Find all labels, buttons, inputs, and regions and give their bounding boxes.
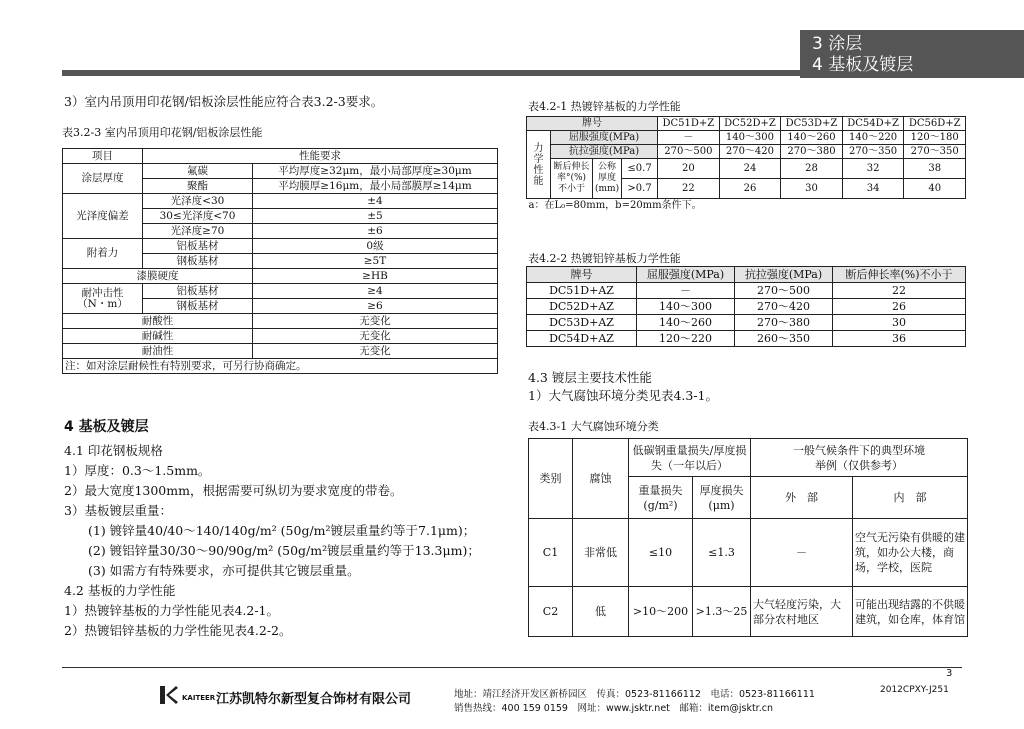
cell: 28 <box>781 159 843 179</box>
cell: 附着力 <box>63 239 143 269</box>
cell: 270～380 <box>781 145 843 159</box>
cell: ≥6 <box>253 299 498 314</box>
address-line: 地址：靖江经济开发区新桥园区 传真：0523-81166112 电话：0523-81166111 <box>454 689 815 700</box>
header-line-1: 3 涂层 <box>812 34 863 54</box>
cell: DC53D+Z <box>781 117 843 131</box>
cell: 厚度损失(μm) <box>693 477 751 519</box>
list-item: 2）最大宽度1300mm，根据需要可纵切为要求宽度的带卷。 <box>64 483 403 498</box>
cell: 钢板基材 <box>143 254 253 269</box>
cell: C1 <box>529 519 573 587</box>
table-421 <box>526 116 966 212</box>
cell: 抗拉强度(MPa) <box>551 145 658 159</box>
cell: DC53D+AZ <box>527 315 637 331</box>
cell: 低碳钢重量损失/厚度损失（一年以后） <box>629 439 751 477</box>
cell: DC52D+Z <box>719 117 781 131</box>
cell: >10～200 <box>629 587 693 637</box>
logo-text: KAITEER <box>182 694 216 702</box>
cell: DC52D+AZ <box>527 299 637 315</box>
cell: 非常低 <box>573 519 629 587</box>
cell: 120～180 <box>904 131 966 145</box>
list-item: (2) 镀铝锌量30/30～90/90g/m² (50g/m²镀层重量约等于13.3μm)； <box>88 543 480 558</box>
cell: 120～220 <box>637 331 735 347</box>
cell: 34 <box>842 179 904 199</box>
cell: 腐蚀 <box>573 439 629 519</box>
cell: 抗拉强度(MPa) <box>735 267 833 283</box>
subsection-42: 4.2 基板的力学性能 <box>64 583 176 598</box>
cell: DC56D+Z <box>904 117 966 131</box>
header-line-2: 4 基板及镀层 <box>812 55 914 75</box>
cell: 钢板基材 <box>143 299 253 314</box>
section-header <box>800 30 1024 78</box>
cell: 无变化 <box>253 329 498 344</box>
table-note: a：在L₀=80mm，b=20mm条件下。 <box>528 199 702 211</box>
cell: 牌号 <box>527 117 658 131</box>
cell: >0.7 <box>622 179 658 199</box>
cell: 24 <box>719 159 781 179</box>
cell: 屈服强度(MPa) <box>637 267 735 283</box>
cell: 牌号 <box>527 267 637 283</box>
cell: DC51D+AZ <box>527 283 637 299</box>
table-422-caption: 表4.2-2 热镀铝锌基板力学性能 <box>528 252 681 265</box>
contact-line: 销售热线：400 159 0159 网址：www.jsktr.net 邮箱：item@jsktr.cn <box>454 703 773 714</box>
table-422 <box>526 266 966 347</box>
cell: 无变化 <box>253 344 498 359</box>
cell: 光泽度<30 <box>143 194 253 209</box>
section-4-title: 4 基板及镀层 <box>64 419 149 435</box>
cell <box>63 284 143 314</box>
cell: 光泽度≥70 <box>143 224 253 239</box>
cell: 可能出现结露的不供暖建筑，如仓库，体育馆 <box>853 587 968 637</box>
cell: 断后伸长率°(%)不小于 <box>551 159 593 199</box>
cell: 22 <box>833 283 966 299</box>
cell: ±6 <box>253 224 498 239</box>
cell: 聚酯 <box>143 179 253 194</box>
cell: 耐油性 <box>63 344 253 359</box>
cell: 270～500 <box>735 283 833 299</box>
cell: 270～350 <box>904 145 966 159</box>
list-item: 1）厚度：0.3～1.5mm。 <box>64 463 211 478</box>
page-number: 3 <box>946 668 953 679</box>
subsection-43: 4.3 镀层主要技术性能 <box>528 370 652 385</box>
table-323 <box>62 148 498 374</box>
cell: 重量损失(g/m²) <box>629 477 693 519</box>
cell: ≥5T <box>253 254 498 269</box>
cell: DC54D+Z <box>842 117 904 131</box>
cell: 大气轻度污染，大部分农村地区 <box>751 587 853 637</box>
cell: 屈服强度(MPa) <box>551 131 658 145</box>
cell: 平均膜厚≥16μm，最小局部膜厚≥14μm <box>253 179 498 194</box>
table-note: 注：如对涂层耐候性有特别要求，可另行协商确定。 <box>63 359 498 374</box>
cell: 32 <box>842 159 904 179</box>
cell: 低 <box>573 587 629 637</box>
cell: 空气无污染有供暖的建筑，如办公大楼，商场，学校，医院 <box>853 519 968 587</box>
impact-unit: （N・m） <box>77 297 128 310</box>
table-323-caption: 表3.2-3 室内吊顶用印花钢/铝板涂层性能 <box>62 126 263 139</box>
cell: 270～380 <box>735 315 833 331</box>
cell: 涂层厚度 <box>63 164 143 194</box>
cell: 40 <box>904 179 966 199</box>
cell: ≤0.7 <box>622 159 658 179</box>
cell: 无变化 <box>253 314 498 329</box>
header-rule <box>62 70 800 76</box>
company-name: 江苏凯特尔新型复合饰材有限公司 <box>216 692 412 707</box>
cell: － <box>751 519 853 587</box>
subsection-41: 4.1 印花钢板规格 <box>64 443 163 458</box>
cell: 耐酸性 <box>63 314 253 329</box>
cell: 氟碳 <box>143 164 253 179</box>
cell: 270～350 <box>842 145 904 159</box>
cell: 140～260 <box>637 315 735 331</box>
cell: 20 <box>658 159 720 179</box>
table-431-caption: 表4.3-1 大气腐蚀环境分类 <box>528 420 659 433</box>
impact-label: 耐冲击性 <box>81 286 124 299</box>
cell: 光泽度偏差 <box>63 194 143 239</box>
cell: 平均厚度≥32μm，最小局部厚度≥30μm <box>253 164 498 179</box>
document-code: 2012CPXY-J251 <box>880 685 949 695</box>
list-item: 2）热镀铝锌基板的力学性能见表4.2-2。 <box>64 623 292 638</box>
cell: 力学性能 <box>527 131 551 199</box>
cell: 类别 <box>529 439 573 519</box>
cell: 30≤光泽度<70 <box>143 209 253 224</box>
table-431 <box>528 438 968 637</box>
cell: 性能要求 <box>143 149 498 164</box>
cell: 一般气候条件下的典型环境举例（仅供参考） <box>751 439 968 477</box>
cell: ≥4 <box>253 284 498 299</box>
cell: 140～260 <box>781 131 843 145</box>
cell: 26 <box>719 179 781 199</box>
footer-rule <box>62 667 962 668</box>
cell: ±4 <box>253 194 498 209</box>
cell: 270～500 <box>658 145 720 159</box>
cell: － <box>637 283 735 299</box>
list-item: 3）基板镀层重量： <box>64 503 172 518</box>
cell: ≥HB <box>253 269 498 284</box>
list-item: 1）大气腐蚀环境分类见表4.3-1。 <box>528 388 719 403</box>
cell: 铝板基材 <box>143 284 253 299</box>
list-item: (1) 镀锌量40/40～140/140g/m² (50g/m²镀层重量约等于7.1μm)； <box>88 523 476 538</box>
cell: 漆膜硬度 <box>63 269 253 284</box>
cell: DC54D+AZ <box>527 331 637 347</box>
cell: 0级 <box>253 239 498 254</box>
cell: 外 部 <box>751 477 853 519</box>
cell: 26 <box>833 299 966 315</box>
cell: 140～300 <box>719 131 781 145</box>
cell: 270～420 <box>719 145 781 159</box>
cell: ≤10 <box>629 519 693 587</box>
cell: 铝板基材 <box>143 239 253 254</box>
cell: 30 <box>781 179 843 199</box>
cell: 项目 <box>63 149 143 164</box>
cell: 38 <box>904 159 966 179</box>
cell: ≤1.3 <box>693 519 751 587</box>
cell: C2 <box>529 587 573 637</box>
cell: 30 <box>833 315 966 331</box>
table-421-caption: 表4.2-1 热镀锌基板的力学性能 <box>528 100 681 113</box>
cell: 260～350 <box>735 331 833 347</box>
cell: 耐碱性 <box>63 329 253 344</box>
list-item: 1）热镀锌基板的力学性能见表4.2-1。 <box>64 603 280 618</box>
cell: 断后伸长率(%)不小于 <box>833 267 966 283</box>
cell: － <box>658 131 720 145</box>
cell: ±5 <box>253 209 498 224</box>
company-logo-icon <box>160 686 178 704</box>
cell: 36 <box>833 331 966 347</box>
cell: >1.3～25 <box>693 587 751 637</box>
cell: 内 部 <box>853 477 968 519</box>
cell: 公称厚度(mm) <box>593 159 622 199</box>
cell: 270～420 <box>735 299 833 315</box>
intro-text: 3）室内吊顶用印花钢/铝板涂层性能应符合表3.2-3要求。 <box>64 94 384 109</box>
cell: 140～300 <box>637 299 735 315</box>
cell: 140～220 <box>842 131 904 145</box>
cell: DC51D+Z <box>658 117 720 131</box>
cell: 22 <box>658 179 720 199</box>
list-item: (3) 如需方有特殊要求，亦可提供其它镀层重量。 <box>88 563 360 578</box>
